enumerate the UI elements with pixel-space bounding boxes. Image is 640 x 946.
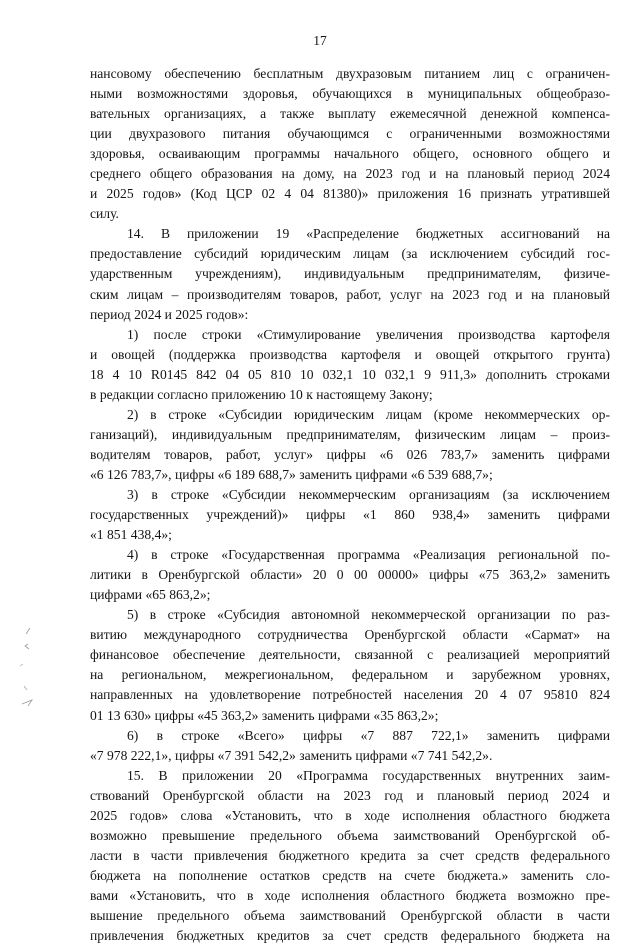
text-line: среднего общего образования на дому, на 2023 год и на плановый период 2024: [90, 166, 610, 182]
page-number: 17: [313, 33, 327, 48]
text-line: 4) в строке «Государственная программа «Реализация региональной по-: [127, 547, 610, 563]
text-line: предоставление субсидий юридическим лицам (за исключением субсидий гос-: [90, 246, 610, 262]
text-line: на региональном, межрегиональном, федеральном и зарубежном уровнях,: [90, 667, 610, 683]
text-line: 18 4 10 R0145 842 04 05 810 10 032,1 10 032,1 9 911,3» дополнить строками: [90, 366, 610, 382]
text-line: вами «Установить, что в ходе исполнения областного бюджета возможно пре-: [90, 887, 610, 903]
text-line: ским лицам – производителям товаров, работ, услуг на 2023 год и на плановый: [90, 286, 610, 302]
text-line: направленных на удовлетворение потребностей населения 20 4 07 95810 824: [90, 687, 610, 703]
text-line: нансовому обеспечению бесплатным двухразовым питанием лиц с ограничен-: [90, 66, 610, 81]
text-line: силу.: [90, 206, 119, 222]
text-line: 2025 годов» слова «Установить, что в ходе исполнения областного бюджета: [90, 807, 610, 823]
margin-pencil-marks: [8, 620, 38, 720]
text-line: ласти в части привлечения бюджетного кредита за счет средств федерального: [90, 847, 610, 863]
text-line: возможно превышение предельного объема заимствований Оренбургской об-: [90, 827, 610, 843]
text-line: ударственным учреждениям), индивидуальным предпринимателям, физиче-: [90, 266, 610, 282]
text-line: в редакции согласно приложению 10 к настоящему Закону;: [90, 386, 433, 402]
text-line: ции двухразового питания обучающимся с ограниченными возможностями: [90, 126, 610, 142]
text-line: 5) в строке «Субсидия автономной некоммерческой организации по раз-: [127, 607, 610, 623]
text-line: вательных организациях, а также выплату ежемесячной денежной компенса-: [90, 106, 610, 122]
text-line: 3) в строке «Субсидии некоммерческим организациям (за исключением: [127, 486, 610, 502]
text-line: 01 13 630» цифры «45 363,2» заменить цифрами «35 863,2»;: [90, 707, 439, 723]
text-line: период 2024 и 2025 годов»:: [90, 306, 249, 322]
text-line: бюджета на пополнение остатков средств на счете бюджета.» заменить сло-: [90, 867, 610, 883]
text-line: «7 978 222,1», цифры «7 391 542,2» заменить цифрами «7 741 542,2».: [90, 747, 493, 763]
document-body: [90, 64, 610, 946]
text-line: литики в Оренбургской области» 20 0 00 00000» цифры «75 363,2» заменить: [90, 567, 610, 583]
text-line: финансовое обеспечение деятельности, связанной с реализацией мероприятий: [90, 647, 610, 663]
text-line: и овощей (поддержка производства картофеля и овощей открытого грунта): [90, 346, 610, 362]
text-line: и 2025 годов» (Код ЦСР 02 4 04 81380)» приложения 16 признать утратившей: [90, 186, 610, 202]
text-line: государственных учреждений)» цифры «1 860 938,4» заменить цифрами: [90, 507, 610, 523]
text-line: 14. В приложении 19 «Распределение бюджетных ассигнований на: [127, 226, 610, 242]
text-line: 1) после строки «Стимулирование увеличения производства картофеля: [127, 326, 610, 342]
text-line: 6) в строке «Всего» цифры «7 887 722,1» заменить цифрами: [127, 727, 610, 743]
text-line: ствований Оренбургской области на 2023 год и плановый период 2024 и: [90, 787, 610, 803]
text-line: водителям товаров, работ, услуг» цифры «6 026 783,7» заменить цифрами: [90, 446, 610, 462]
text-line: «6 126 783,7», цифры «6 189 688,7» заменить цифрами «6 539 688,7»;: [90, 466, 493, 482]
text-line: 15. В приложении 20 «Программа государственных внутренних заим-: [127, 767, 610, 783]
text-line: цифрами «65 863,2»;: [90, 587, 211, 603]
text-line: ганизаций), индивидуальным предпринимателям, физическим лицам – произ-: [90, 426, 610, 442]
text-line: здоровья, осваивающим программы начального общего, основного общего и: [90, 146, 610, 162]
text-line: вышение предельного объема заимствований Оренбургской области в части: [90, 907, 610, 923]
text-line: привлечения бюджетных кредитов за счет средств федерального бюджета на: [90, 928, 610, 944]
text-line: ными возможностями здоровья, обучающихся в муниципальных общеобразо-: [90, 86, 610, 102]
text-line: 2) в строке «Субсидии юридическим лицам (кроме некоммерческих ор-: [127, 406, 610, 422]
text-line: «1 851 438,4»;: [90, 527, 172, 543]
text-line: витию международного сотрудничества Оренбургской области «Сармат» на: [90, 627, 610, 643]
